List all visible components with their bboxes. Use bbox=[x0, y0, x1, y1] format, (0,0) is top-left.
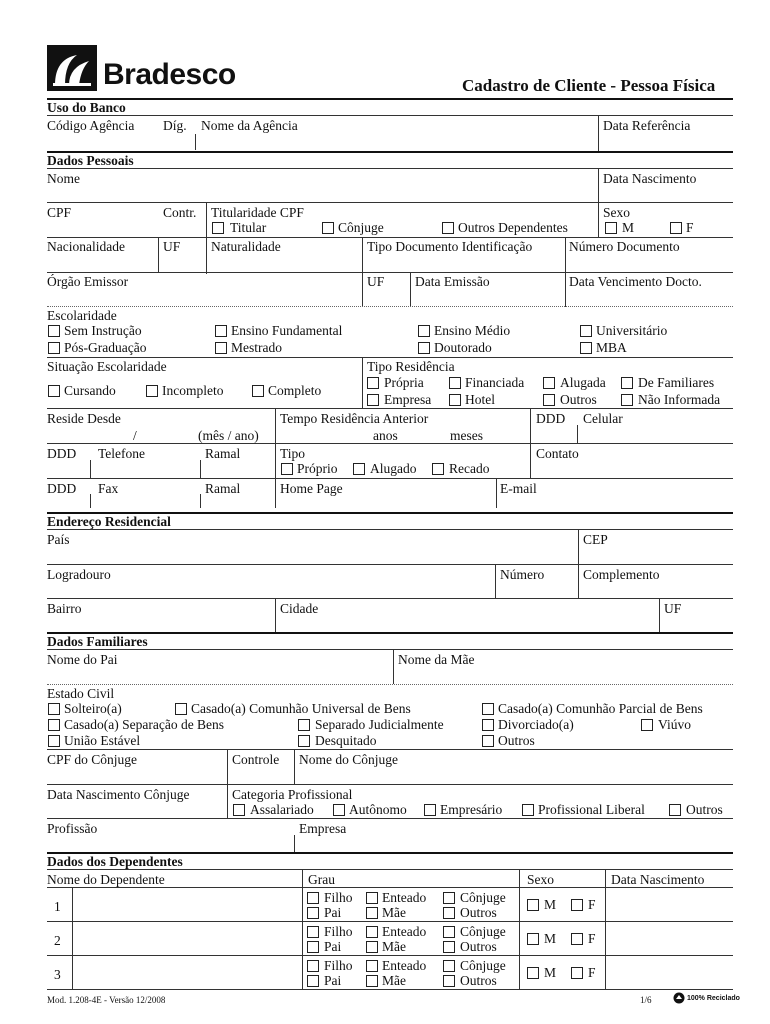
label-nome-pai: Nome do Pai bbox=[47, 652, 118, 667]
label-dep-m: M bbox=[544, 897, 557, 912]
checkbox-mba[interactable] bbox=[580, 342, 592, 354]
label-separado-judicialmente: Separado Judicialmente bbox=[315, 717, 444, 732]
label-pos-graduacao: Pós-Graduação bbox=[64, 340, 147, 355]
label-divorciado: Divorciado(a) bbox=[498, 717, 574, 732]
section-dados-pessoais: Dados Pessoais bbox=[47, 153, 134, 168]
label-ensino-fundamental: Ensino Fundamental bbox=[231, 323, 343, 338]
label-outros-civil: Outros bbox=[498, 733, 535, 748]
label-alugada: Alugada bbox=[560, 375, 606, 390]
label-cidade: Cidade bbox=[280, 601, 319, 616]
label-tipo-residencia: Tipo Residência bbox=[367, 359, 455, 374]
label-email: E-mail bbox=[500, 481, 537, 496]
label-pai: Pai bbox=[324, 939, 342, 954]
label-ramal-tel: Ramal bbox=[205, 446, 241, 461]
checkbox-solteiro[interactable] bbox=[48, 703, 60, 715]
label-data-nascimento: Data Nascimento bbox=[603, 171, 697, 186]
checkbox-empresa-res[interactable] bbox=[367, 394, 379, 406]
label-desquitado: Desquitado bbox=[315, 733, 377, 748]
checkbox-de-familiares[interactable] bbox=[621, 377, 633, 389]
label-conjuge-dep: Cônjuge bbox=[460, 958, 506, 973]
checkbox-profissional-liberal[interactable] bbox=[522, 804, 534, 816]
label-solteiro: Solteiro(a) bbox=[64, 701, 122, 716]
checkbox-completo[interactable] bbox=[252, 385, 264, 397]
recycle-icon bbox=[673, 992, 685, 1004]
label-nao-informada: Não Informada bbox=[638, 392, 721, 407]
label-cep: CEP bbox=[583, 532, 608, 547]
checkbox-conjuge[interactable] bbox=[322, 222, 334, 234]
label-filho: Filho bbox=[324, 958, 353, 973]
checkbox-doutorado[interactable] bbox=[418, 342, 430, 354]
label-dep-m: M bbox=[544, 965, 557, 980]
checkbox-conjuge-dep[interactable] bbox=[443, 960, 455, 972]
label-filho: Filho bbox=[324, 924, 353, 939]
label-ddd-celular: DDD bbox=[536, 411, 566, 426]
label-titular: Titular bbox=[230, 220, 267, 235]
checkbox-sexo-m[interactable] bbox=[605, 222, 617, 234]
checkbox-outros-dependentes[interactable] bbox=[442, 222, 454, 234]
checkbox-ensino-medio[interactable] bbox=[418, 325, 430, 337]
label-autonomo: Autônomo bbox=[349, 802, 407, 817]
brand-name: Bradesco bbox=[103, 58, 236, 91]
checkbox-sexo-f[interactable] bbox=[670, 222, 682, 234]
label-empresario: Empresário bbox=[440, 802, 503, 817]
checkbox-desquitado[interactable] bbox=[298, 735, 310, 747]
label-home-page: Home Page bbox=[280, 481, 343, 496]
label-contr: Contr. bbox=[163, 205, 197, 220]
checkbox-dep-m[interactable] bbox=[527, 933, 539, 945]
checkbox-pai[interactable] bbox=[307, 907, 319, 919]
label-numero: Número bbox=[500, 567, 545, 582]
checkbox-outros-res[interactable] bbox=[543, 394, 555, 406]
label-conjuge-dep: Cônjuge bbox=[460, 890, 506, 905]
label-sexo-dep: Sexo bbox=[527, 872, 554, 887]
footer-recycled: 100% Reciclado bbox=[687, 995, 740, 1002]
label-categoria-profissional: Categoria Profissional bbox=[232, 787, 353, 802]
label-nome-mae: Nome da Mãe bbox=[398, 652, 475, 667]
label-naturalidade: Naturalidade bbox=[211, 239, 281, 254]
section-dependentes: Dados dos Dependentes bbox=[47, 854, 183, 869]
checkbox-filho[interactable] bbox=[307, 926, 319, 938]
label-ensino-medio: Ensino Médio bbox=[434, 323, 511, 338]
label-fax: Fax bbox=[98, 481, 119, 496]
checkbox-conjuge-dep[interactable] bbox=[443, 926, 455, 938]
checkbox-nao-informada[interactable] bbox=[621, 394, 633, 406]
section-familiares: Dados Familiares bbox=[47, 634, 148, 649]
label-dig: Díg. bbox=[163, 118, 187, 133]
row-number: 2 bbox=[54, 933, 61, 948]
checkbox-universitario[interactable] bbox=[580, 325, 592, 337]
label-enteado: Enteado bbox=[382, 890, 427, 905]
checkbox-enteado[interactable] bbox=[366, 892, 378, 904]
label-data-vencimento: Data Vencimento Docto. bbox=[569, 274, 702, 289]
label-sexo-f: F bbox=[686, 220, 694, 235]
checkbox-proprio[interactable] bbox=[281, 463, 293, 475]
bradesco-logo-icon bbox=[47, 45, 97, 91]
checkbox-alugado[interactable] bbox=[353, 463, 365, 475]
checkbox-dep-f[interactable] bbox=[571, 967, 583, 979]
label-viuvo: Viúvo bbox=[658, 717, 691, 732]
checkbox-ensino-fundamental[interactable] bbox=[215, 325, 227, 337]
label-casado-universal: Casado(a) Comunhão Universal de Bens bbox=[191, 701, 411, 716]
label-nacionalidade: Nacionalidade bbox=[47, 239, 125, 254]
label-de-familiares: De Familiares bbox=[638, 375, 715, 390]
label-outros-prof: Outros bbox=[686, 802, 723, 817]
checkbox-mae[interactable] bbox=[366, 975, 378, 987]
label-nome-dependente: Nome do Dependente bbox=[47, 872, 165, 887]
label-outros-res: Outros bbox=[560, 392, 597, 407]
checkbox-mae[interactable] bbox=[366, 907, 378, 919]
label-mba: MBA bbox=[596, 340, 627, 355]
checkbox-hotel[interactable] bbox=[449, 394, 461, 406]
label-contato: Contato bbox=[536, 446, 579, 461]
checkbox-separado-judicialmente[interactable] bbox=[298, 719, 310, 731]
label-logradouro: Logradouro bbox=[47, 567, 111, 582]
checkbox-dep-m[interactable] bbox=[527, 967, 539, 979]
label-outros-dep: Outros bbox=[460, 939, 497, 954]
checkbox-casado-parcial[interactable] bbox=[482, 703, 494, 715]
label-ddd-telefone: DDD bbox=[47, 446, 77, 461]
checkbox-propria[interactable] bbox=[367, 377, 379, 389]
label-telefone: Telefone bbox=[98, 446, 146, 461]
label-meses: meses bbox=[450, 428, 483, 443]
checkbox-pos-graduacao[interactable] bbox=[48, 342, 60, 354]
label-grau: Grau bbox=[308, 872, 335, 887]
label-casado-separacao: Casado(a) Separação de Bens bbox=[64, 717, 225, 732]
label-casado-parcial: Casado(a) Comunhão Parcial de Bens bbox=[498, 701, 703, 716]
label-dep-f: F bbox=[588, 897, 596, 912]
label-controle: Controle bbox=[232, 752, 280, 767]
page-title: Cadastro de Cliente - Pessoa Física bbox=[462, 76, 716, 95]
checkbox-sem-instrucao[interactable] bbox=[48, 325, 60, 337]
checkbox-outros-prof[interactable] bbox=[669, 804, 681, 816]
label-proprio: Próprio bbox=[297, 461, 338, 476]
label-dep-f: F bbox=[588, 965, 596, 980]
checkbox-empresario[interactable] bbox=[424, 804, 436, 816]
label-mae: Mãe bbox=[382, 939, 406, 954]
label-alugado: Alugado bbox=[370, 461, 417, 476]
row-number: 1 bbox=[54, 899, 61, 914]
checkbox-dep-f[interactable] bbox=[571, 933, 583, 945]
checkbox-dep-f[interactable] bbox=[571, 899, 583, 911]
checkbox-uniao-estavel[interactable] bbox=[48, 735, 60, 747]
label-celular: Celular bbox=[583, 411, 623, 426]
row-number: 3 bbox=[54, 967, 61, 982]
label-conjuge: Cônjuge bbox=[338, 220, 384, 235]
label-dep-m: M bbox=[544, 931, 557, 946]
label-nome-agencia: Nome da Agência bbox=[201, 118, 298, 133]
label-empresa-fam: Empresa bbox=[299, 821, 347, 836]
label-propria: Própria bbox=[384, 375, 424, 390]
label-bairro: Bairro bbox=[47, 601, 82, 616]
label-cursando: Cursando bbox=[64, 383, 116, 398]
label-profissional-liberal: Profissional Liberal bbox=[538, 802, 645, 817]
label-cpf-conjuge: CPF do Cônjuge bbox=[47, 752, 138, 767]
checkbox-viuvo[interactable] bbox=[641, 719, 653, 731]
checkbox-conjuge-dep[interactable] bbox=[443, 892, 455, 904]
label-pai: Pai bbox=[324, 973, 342, 988]
label-mae: Mãe bbox=[382, 905, 406, 920]
label-escolaridade: Escolaridade bbox=[47, 308, 117, 323]
label-filho: Filho bbox=[324, 890, 353, 905]
checkbox-outros-dep[interactable] bbox=[443, 941, 455, 953]
checkbox-pai[interactable] bbox=[307, 975, 319, 987]
label-dep-f: F bbox=[588, 931, 596, 946]
label-situacao-escolaridade: Situação Escolaridade bbox=[47, 359, 167, 374]
label-ramal-fax: Ramal bbox=[205, 481, 241, 496]
label-complemento: Complemento bbox=[583, 567, 660, 582]
label-incompleto: Incompleto bbox=[162, 383, 224, 398]
label-hotel: Hotel bbox=[465, 392, 495, 407]
checkbox-casado-universal[interactable] bbox=[175, 703, 187, 715]
label-reside-desde: Reside Desde bbox=[47, 411, 121, 426]
checkbox-filho[interactable] bbox=[307, 892, 319, 904]
label-sexo-m: M bbox=[622, 220, 635, 235]
label-mes-ano: (mês / ano) bbox=[198, 428, 259, 443]
checkbox-mae[interactable] bbox=[366, 941, 378, 953]
label-enteado: Enteado bbox=[382, 958, 427, 973]
footer-model: Mod. 1.208-4E - Versão 12/2008 bbox=[47, 995, 166, 1005]
checkbox-filho[interactable] bbox=[307, 960, 319, 972]
checkbox-incompleto[interactable] bbox=[146, 385, 158, 397]
label-numero-documento: Número Documento bbox=[569, 239, 680, 254]
label-sexo: Sexo bbox=[603, 205, 630, 220]
label-nome-conjuge: Nome do Cônjuge bbox=[299, 752, 398, 767]
label-mestrado: Mestrado bbox=[231, 340, 282, 355]
label-cpf: CPF bbox=[47, 205, 72, 220]
label-data-nasc-dep: Data Nascimento bbox=[611, 872, 705, 887]
label-uf-natural: UF bbox=[163, 239, 181, 254]
label-uf-emissao: UF bbox=[367, 274, 385, 289]
label-outros-dependentes: Outros Dependentes bbox=[458, 220, 568, 235]
checkbox-alugada[interactable] bbox=[543, 377, 555, 389]
checkbox-dep-m[interactable] bbox=[527, 899, 539, 911]
label-tipo-tel: Tipo bbox=[280, 446, 306, 461]
label-mae: Mãe bbox=[382, 973, 406, 988]
checkbox-enteado[interactable] bbox=[366, 926, 378, 938]
label-tipo-documento: Tipo Documento Identificação bbox=[367, 239, 533, 254]
label-uf-endereco: UF bbox=[664, 601, 682, 616]
label-tempo-residencia: Tempo Residência Anterior bbox=[280, 411, 429, 426]
footer-page: 1/6 bbox=[640, 995, 652, 1005]
label-doutorado: Doutorado bbox=[434, 340, 492, 355]
label-empresa-res: Empresa bbox=[384, 392, 432, 407]
checkbox-divorciado[interactable] bbox=[482, 719, 494, 731]
checkbox-pai[interactable] bbox=[307, 941, 319, 953]
checkbox-cursando[interactable] bbox=[48, 385, 60, 397]
label-assalariado: Assalariado bbox=[250, 802, 314, 817]
label-pais: País bbox=[47, 532, 70, 547]
label-titularidade-cpf: Titularidade CPF bbox=[211, 205, 304, 220]
checkbox-mestrado[interactable] bbox=[215, 342, 227, 354]
checkbox-recado[interactable] bbox=[432, 463, 444, 475]
label-slash: / bbox=[133, 428, 137, 443]
label-universitario: Universitário bbox=[596, 323, 668, 338]
checkbox-casado-separacao[interactable] bbox=[48, 719, 60, 731]
label-anos: anos bbox=[373, 428, 398, 443]
checkbox-assalariado[interactable] bbox=[233, 804, 245, 816]
label-financiada: Financiada bbox=[465, 375, 525, 390]
checkbox-outros-dep[interactable] bbox=[443, 975, 455, 987]
label-orgao-emissor: Órgão Emissor bbox=[47, 274, 129, 289]
label-profissao: Profissão bbox=[47, 821, 98, 836]
checkbox-enteado[interactable] bbox=[366, 960, 378, 972]
label-outros-dep: Outros bbox=[460, 905, 497, 920]
section-endereco: Endereço Residencial bbox=[47, 514, 171, 529]
label-recado: Recado bbox=[449, 461, 490, 476]
checkbox-autonomo[interactable] bbox=[333, 804, 345, 816]
section-uso-banco: Uso do Banco bbox=[47, 100, 126, 115]
label-codigo-agencia: Código Agência bbox=[47, 118, 135, 133]
label-uniao-estavel: União Estável bbox=[64, 733, 141, 748]
label-sem-instrucao: Sem Instrução bbox=[64, 323, 142, 338]
label-enteado: Enteado bbox=[382, 924, 427, 939]
label-data-nasc-conjuge: Data Nascimento Cônjuge bbox=[47, 787, 190, 802]
label-conjuge-dep: Cônjuge bbox=[460, 924, 506, 939]
label-data-emissao: Data Emissão bbox=[415, 274, 490, 289]
checkbox-outros-dep[interactable] bbox=[443, 907, 455, 919]
checkbox-outros-civil[interactable] bbox=[482, 735, 494, 747]
checkbox-financiada[interactable] bbox=[449, 377, 461, 389]
label-ddd-fax: DDD bbox=[47, 481, 77, 496]
label-completo: Completo bbox=[268, 383, 322, 398]
label-estado-civil: Estado Civil bbox=[47, 686, 115, 701]
label-outros-dep: Outros bbox=[460, 973, 497, 988]
label-nome: Nome bbox=[47, 171, 80, 186]
checkbox-titular[interactable] bbox=[212, 222, 224, 234]
label-pai: Pai bbox=[324, 905, 342, 920]
label-data-referencia: Data Referência bbox=[603, 118, 691, 133]
